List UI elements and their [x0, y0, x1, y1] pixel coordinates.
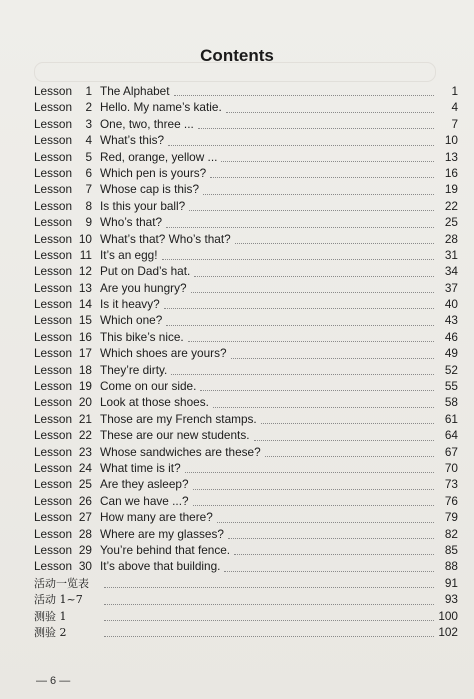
lesson-number: 13 [78, 280, 92, 295]
dot-leader [166, 226, 434, 228]
dot-leader [168, 144, 434, 146]
lesson-title: It’s an egg! [100, 247, 158, 262]
dot-leader [228, 537, 434, 539]
toc-row [34, 198, 458, 214]
page-number: 61 [444, 411, 458, 426]
lesson-title: These are our new students. [100, 428, 250, 443]
lesson-title: What’s this? [100, 133, 165, 148]
lesson-label: Lesson [34, 559, 73, 574]
dot-leader [235, 242, 434, 244]
lesson-label: Lesson [34, 444, 73, 459]
lesson-number: 18 [78, 362, 92, 377]
toc-row [34, 427, 458, 443]
lesson-label: Lesson [34, 133, 73, 148]
dot-leader [198, 127, 434, 129]
toc-row [34, 558, 458, 574]
lesson-title: Are you hungry? [100, 280, 187, 295]
page-number: 7 [451, 116, 458, 131]
toc-row [34, 83, 458, 99]
toc-row-extra [34, 608, 458, 624]
page-title: Contents [200, 46, 274, 65]
toc-row [34, 247, 458, 263]
lesson-label: Lesson [34, 100, 73, 115]
lesson-number: 11 [79, 247, 92, 262]
toc-row-extra [34, 575, 458, 591]
dot-leader [224, 570, 434, 572]
dot-leader [203, 193, 434, 195]
lesson-title: Hello. My name’s katie. [100, 100, 222, 115]
page-number: 1 [451, 84, 458, 98]
toc-row [34, 116, 458, 132]
lesson-label: Lesson [34, 346, 73, 361]
lesson-label: Lesson [34, 329, 73, 344]
lesson-title: Come on our side. [100, 379, 197, 394]
page-number: 28 [444, 231, 458, 246]
page-number: 70 [444, 460, 458, 475]
dot-leader [189, 209, 434, 211]
page-number: 19 [444, 182, 458, 197]
lesson-label: Lesson [34, 428, 73, 443]
lesson-label: Lesson [34, 149, 73, 164]
toc-row [34, 165, 458, 181]
lesson-title: Whose sandwiches are these? [100, 444, 261, 459]
lesson-number: 17 [78, 346, 92, 361]
dot-leader [234, 553, 434, 555]
lesson-label: Lesson [34, 493, 73, 508]
page-number: 100 [438, 608, 458, 623]
lesson-label: Lesson [34, 198, 73, 213]
toc-row [34, 444, 458, 460]
lesson-title: Those are my French stamps. [100, 411, 257, 426]
toc-row [34, 99, 458, 115]
lesson-title: Put on Dad’s hat. [100, 264, 191, 279]
toc-row [34, 509, 458, 525]
dot-leader [104, 603, 434, 605]
page-number: 82 [444, 526, 458, 541]
lesson-number: 29 [78, 542, 92, 557]
lesson-number: 6 [85, 165, 92, 180]
lesson-number: 26 [78, 493, 92, 508]
dot-leader [200, 389, 434, 391]
lesson-number: 16 [78, 329, 92, 344]
toc-row [34, 526, 458, 542]
dot-leader [217, 521, 434, 523]
lesson-label: Lesson [34, 379, 73, 394]
dot-leader [213, 406, 434, 408]
toc-row [34, 149, 458, 165]
lesson-title: Can we have ...? [100, 493, 189, 508]
lesson-label: Lesson [34, 165, 73, 180]
dot-leader [185, 471, 434, 473]
page-number: 22 [444, 198, 458, 213]
lesson-title: Which one? [100, 313, 163, 328]
lesson-number: 20 [78, 395, 92, 410]
dot-leader [265, 455, 434, 457]
dot-leader [210, 176, 434, 178]
table-of-contents [34, 83, 458, 640]
toc-row [34, 460, 458, 476]
lesson-title: Is it heavy? [100, 297, 160, 312]
lesson-label: Lesson [34, 411, 73, 426]
toc-row [34, 362, 458, 378]
lesson-number: 10 [78, 231, 92, 246]
lesson-title: Which shoes are yours? [100, 346, 227, 361]
lesson-number: 8 [85, 198, 92, 213]
lesson-title: The Alphabet [100, 84, 170, 98]
dot-leader [104, 619, 434, 621]
lesson-label: Lesson [34, 313, 73, 328]
section-title: 活动 1~7 [34, 593, 83, 607]
lesson-number: 25 [78, 477, 92, 492]
dot-leader [191, 291, 434, 293]
page-number: 64 [444, 428, 458, 443]
page-number: 40 [444, 297, 458, 312]
toc-row [34, 493, 458, 509]
lesson-number: 14 [78, 297, 92, 312]
dot-leader [254, 439, 434, 441]
lesson-label: Lesson [34, 231, 73, 246]
lesson-number: 5 [85, 149, 92, 164]
lesson-label: Lesson [34, 84, 73, 98]
toc-row [34, 411, 458, 427]
toc-row-extra [34, 591, 458, 607]
page-number: 4 [451, 100, 458, 115]
lesson-title: Are they asleep? [100, 477, 189, 492]
lesson-title: It’s above that building. [100, 559, 221, 574]
lesson-title: This bike’s nice. [100, 329, 184, 344]
lesson-label: Lesson [34, 526, 73, 541]
lesson-label: Lesson [34, 280, 73, 295]
lesson-label: Lesson [34, 264, 73, 279]
page-number: 43 [444, 313, 458, 328]
dot-leader [104, 635, 434, 637]
lesson-title: Whose cap is this? [100, 182, 200, 197]
lesson-number: 22 [78, 428, 92, 443]
lesson-label: Lesson [34, 510, 73, 525]
lesson-label: Lesson [34, 542, 73, 557]
lesson-number: 23 [78, 444, 92, 459]
lesson-label: Lesson [34, 477, 73, 492]
toc-row [34, 296, 458, 312]
lesson-title: One, two, three ... [100, 116, 194, 131]
toc-row [34, 280, 458, 296]
page-number: 25 [444, 215, 458, 230]
toc-row [34, 476, 458, 492]
dot-leader [162, 258, 435, 260]
lesson-title: They’re dirty. [100, 362, 168, 377]
page-number: 31 [444, 247, 458, 262]
dot-leader [231, 357, 434, 359]
toc-row [34, 329, 458, 345]
dot-leader [171, 373, 434, 375]
lesson-number: 1 [85, 84, 92, 98]
toc-row [34, 312, 458, 328]
lesson-title: Where are my glasses? [100, 526, 224, 541]
lesson-number: 4 [85, 133, 92, 148]
page-number: 37 [444, 280, 458, 295]
lesson-number: 27 [78, 510, 92, 525]
page-number: 76 [444, 493, 458, 508]
page-number: 102 [438, 624, 458, 639]
lesson-number: 21 [78, 411, 92, 426]
toc-row [34, 181, 458, 197]
dot-leader [188, 340, 434, 342]
toc-row [34, 378, 458, 394]
page-number: 58 [444, 395, 458, 410]
toc-row [34, 394, 458, 410]
lesson-label: Lesson [34, 362, 73, 377]
lesson-label: Lesson [34, 182, 73, 197]
page-number: 16 [444, 165, 458, 180]
dot-leader [193, 504, 434, 506]
toc-row [34, 132, 458, 148]
lesson-number: 24 [78, 460, 92, 475]
dot-leader [261, 422, 434, 424]
lesson-number: 7 [85, 182, 92, 197]
page-number: 13 [444, 149, 458, 164]
dot-leader [104, 586, 434, 588]
lesson-number: 28 [78, 526, 92, 541]
page-number: 46 [444, 329, 458, 344]
lesson-number: 2 [85, 100, 92, 115]
page-number: 93 [444, 592, 458, 607]
lesson-label: Lesson [34, 297, 73, 312]
lesson-label: Lesson [34, 215, 73, 230]
lesson-title: Look at those shoes. [100, 395, 209, 410]
dot-leader [193, 488, 434, 490]
lesson-title: What’s that? Who’s that? [100, 231, 231, 246]
lesson-title: You’re behind that fence. [100, 542, 231, 557]
lesson-number: 30 [78, 559, 92, 574]
lesson-title: Red, orange, yellow ... [100, 149, 218, 164]
lesson-label: Lesson [34, 247, 73, 262]
page-number: 88 [444, 559, 458, 574]
page-number: 49 [444, 346, 458, 361]
lesson-number: 3 [85, 116, 92, 131]
toc-row [34, 263, 458, 279]
lesson-title: Which pen is yours? [100, 165, 207, 180]
dot-leader [221, 160, 434, 162]
dot-leader [164, 307, 434, 309]
lesson-label: Lesson [34, 460, 73, 475]
section-title: 测验 2 [34, 625, 67, 639]
toc-row [34, 345, 458, 361]
page-footer: — 6 — [36, 675, 71, 687]
section-title: 测验 1 [34, 609, 67, 623]
dot-leader [166, 324, 434, 326]
toc-row [34, 542, 458, 558]
page-number: 79 [444, 510, 458, 525]
page-number: 55 [444, 379, 458, 394]
lesson-number: 9 [85, 215, 92, 230]
page-number: 34 [444, 264, 458, 279]
lesson-title: Who’s that? [100, 215, 163, 230]
dot-leader [174, 94, 434, 96]
page-number: 73 [444, 477, 458, 492]
page-number: 67 [444, 444, 458, 459]
page-number: 52 [444, 362, 458, 377]
toc-row [34, 214, 458, 230]
page-number: 10 [444, 133, 458, 148]
lesson-title: What time is it? [100, 460, 181, 475]
page-number: 85 [444, 542, 458, 557]
lesson-label: Lesson [34, 395, 73, 410]
toc-row-extra [34, 624, 458, 640]
dot-leader [194, 275, 434, 277]
lesson-title: Is this your ball? [100, 198, 186, 213]
lesson-title: How many are there? [100, 510, 213, 525]
lesson-number: 15 [78, 313, 92, 328]
section-title: 活动一览表 [34, 576, 89, 590]
page-number: 91 [444, 575, 458, 590]
dot-leader [226, 111, 434, 113]
toc-row [34, 231, 458, 247]
lesson-number: 19 [78, 379, 92, 394]
lesson-label: Lesson [34, 116, 73, 131]
lesson-number: 12 [78, 264, 92, 279]
